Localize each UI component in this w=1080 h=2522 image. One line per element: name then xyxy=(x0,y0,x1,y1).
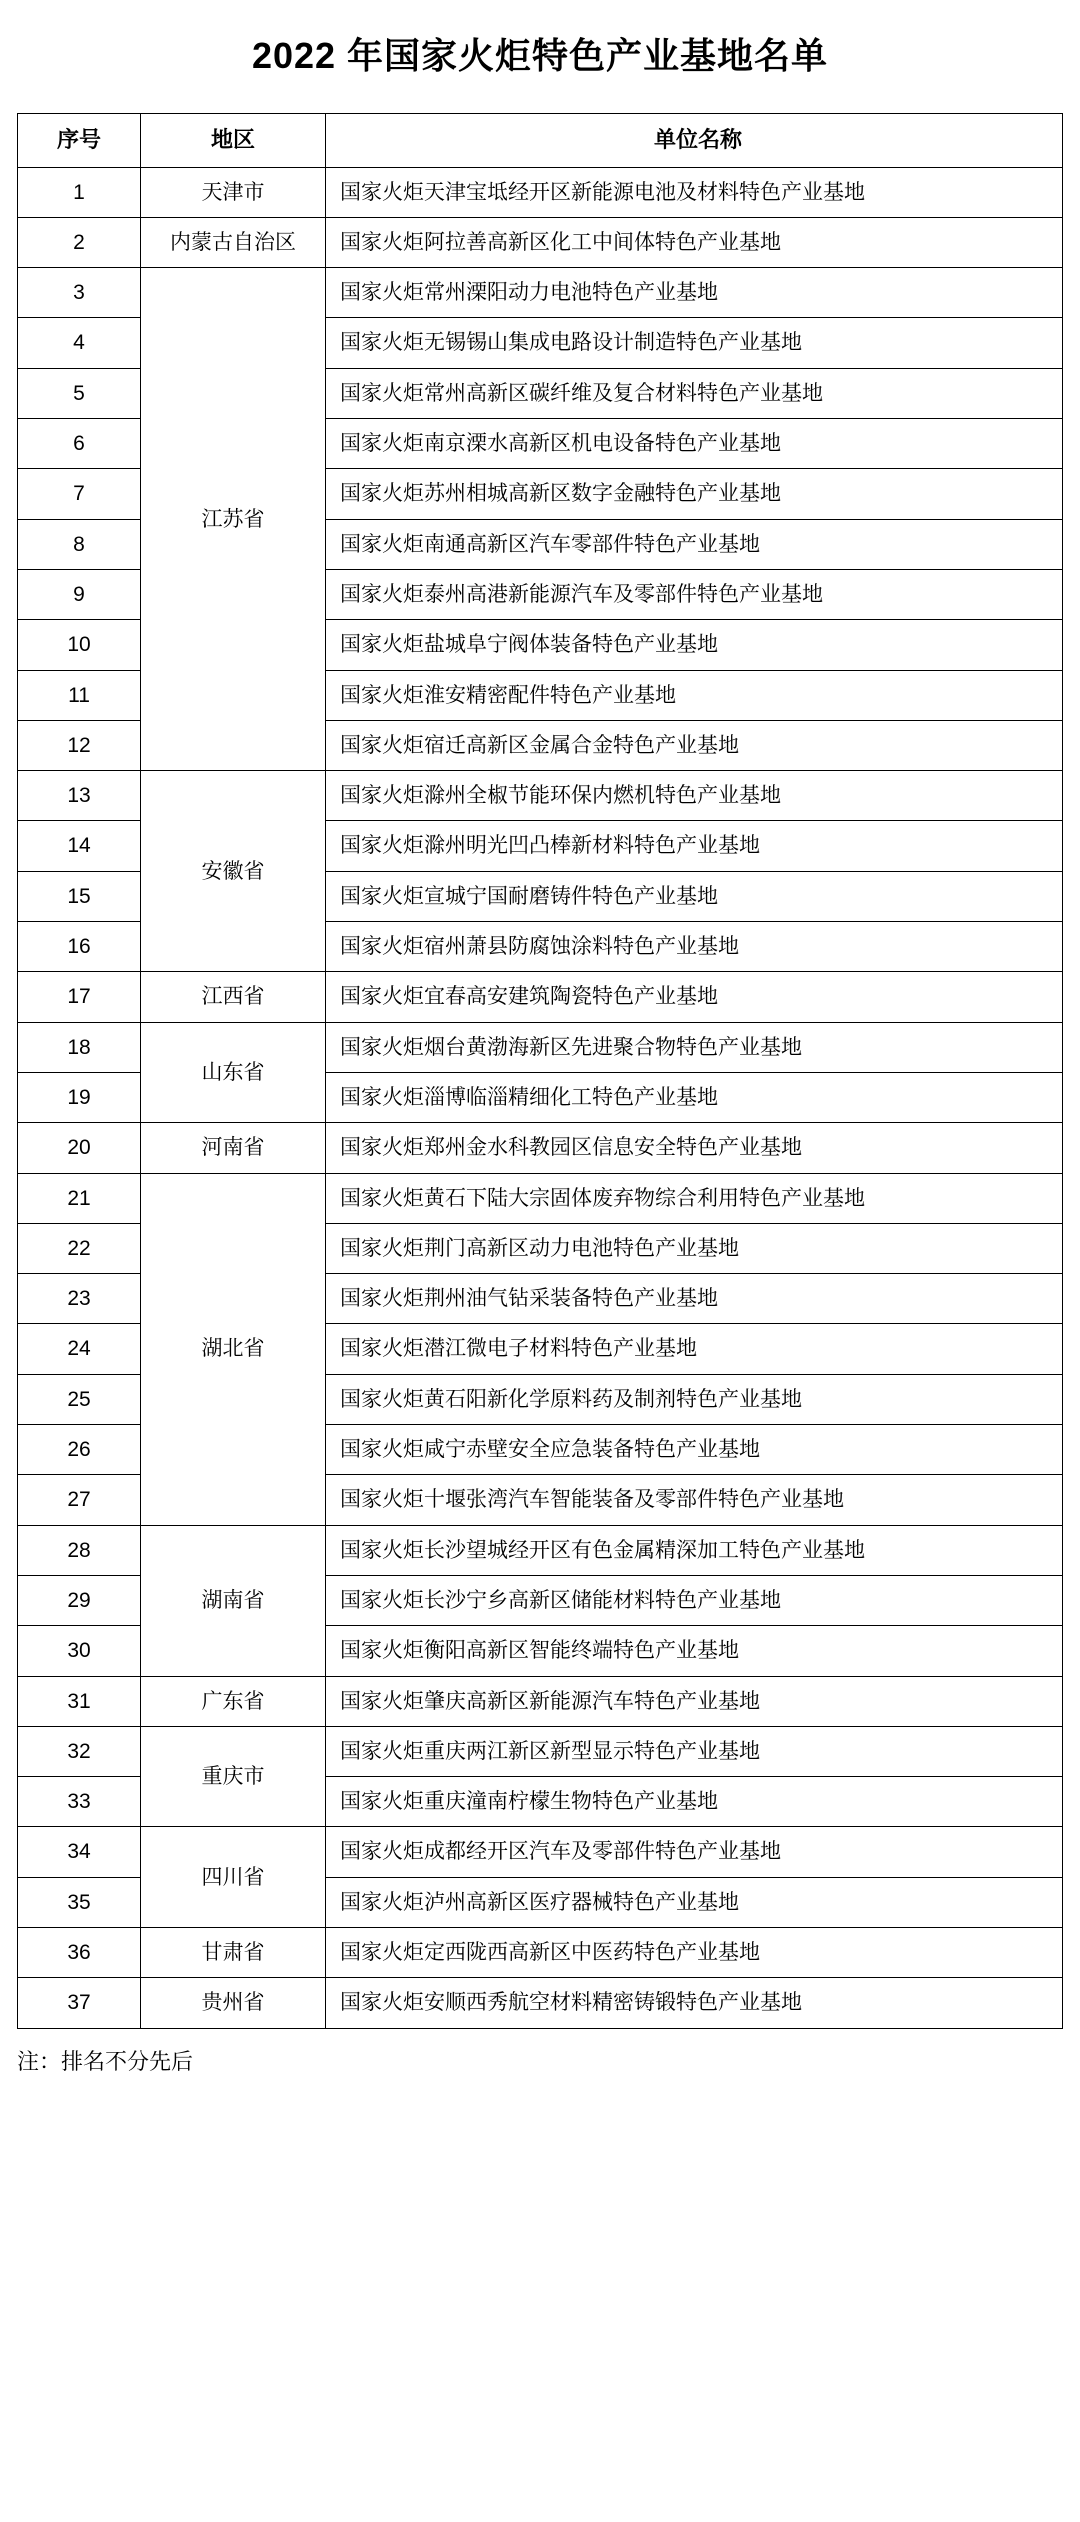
cell-unit-name: 国家火炬苏州相城高新区数字金融特色产业基地 xyxy=(326,469,1063,519)
cell-no: 35 xyxy=(18,1877,141,1927)
cell-no: 22 xyxy=(18,1223,141,1273)
cell-no: 32 xyxy=(18,1726,141,1776)
cell-unit-name: 国家火炬定西陇西高新区中医药特色产业基地 xyxy=(326,1927,1063,1977)
cell-region: 广东省 xyxy=(141,1676,326,1726)
column-header-name: 单位名称 xyxy=(326,114,1063,168)
cell-region: 山东省 xyxy=(141,1022,326,1123)
cell-no: 7 xyxy=(18,469,141,519)
cell-unit-name: 国家火炬宿迁高新区金属合金特色产业基地 xyxy=(326,720,1063,770)
cell-unit-name: 国家火炬成都经开区汽车及零部件特色产业基地 xyxy=(326,1827,1063,1877)
cell-unit-name: 国家火炬烟台黄渤海新区先进聚合物特色产业基地 xyxy=(326,1022,1063,1072)
cell-no: 10 xyxy=(18,620,141,670)
cell-no: 8 xyxy=(18,519,141,569)
cell-unit-name: 国家火炬潜江微电子材料特色产业基地 xyxy=(326,1324,1063,1374)
cell-no: 21 xyxy=(18,1173,141,1223)
cell-region: 河南省 xyxy=(141,1123,326,1173)
table-row xyxy=(18,1827,1063,1877)
cell-unit-name: 国家火炬淄博临淄精细化工特色产业基地 xyxy=(326,1072,1063,1122)
table-row xyxy=(18,1123,1063,1173)
cell-unit-name: 国家火炬长沙宁乡高新区储能材料特色产业基地 xyxy=(326,1575,1063,1625)
table-row xyxy=(18,972,1063,1022)
table-row xyxy=(18,1525,1063,1575)
cell-no: 28 xyxy=(18,1525,141,1575)
cell-unit-name: 国家火炬宿州萧县防腐蚀涂料特色产业基地 xyxy=(326,922,1063,972)
cell-unit-name: 国家火炬荆州油气钻采装备特色产业基地 xyxy=(326,1274,1063,1324)
cell-no: 20 xyxy=(18,1123,141,1173)
cell-unit-name: 国家火炬阿拉善高新区化工中间体特色产业基地 xyxy=(326,217,1063,267)
cell-no: 12 xyxy=(18,720,141,770)
cell-region: 贵州省 xyxy=(141,1978,326,2028)
cell-region: 重庆市 xyxy=(141,1726,326,1827)
table-note: 注：排名不分先后 xyxy=(17,2048,194,2074)
column-header-region: 地区 xyxy=(141,114,326,168)
cell-unit-name: 国家火炬无锡锡山集成电路设计制造特色产业基地 xyxy=(326,318,1063,368)
page-title: 2022 年国家火炬特色产业基地名单 xyxy=(251,35,829,76)
cell-no: 19 xyxy=(18,1072,141,1122)
cell-no: 29 xyxy=(18,1575,141,1625)
table-header-row xyxy=(18,114,1063,168)
cell-no: 37 xyxy=(18,1978,141,2028)
cell-no: 2 xyxy=(18,217,141,267)
cell-unit-name: 国家火炬咸宁赤壁安全应急装备特色产业基地 xyxy=(326,1425,1063,1475)
cell-unit-name: 国家火炬淮安精密配件特色产业基地 xyxy=(326,670,1063,720)
cell-unit-name: 国家火炬泸州高新区医疗器械特色产业基地 xyxy=(326,1877,1063,1927)
table-row xyxy=(18,1978,1063,2028)
cell-no: 1 xyxy=(18,167,141,217)
cell-region: 江西省 xyxy=(141,972,326,1022)
table-row xyxy=(18,217,1063,267)
cell-no: 23 xyxy=(18,1274,141,1324)
cell-no: 6 xyxy=(18,419,141,469)
cell-unit-name: 国家火炬荆门高新区动力电池特色产业基地 xyxy=(326,1223,1063,1273)
cell-unit-name: 国家火炬南通高新区汽车零部件特色产业基地 xyxy=(326,519,1063,569)
cell-unit-name: 国家火炬黄石阳新化学原料药及制剂特色产业基地 xyxy=(326,1374,1063,1424)
cell-region: 湖南省 xyxy=(141,1525,326,1676)
table-body xyxy=(18,167,1063,2028)
cell-region: 天津市 xyxy=(141,167,326,217)
cell-no: 26 xyxy=(18,1425,141,1475)
cell-unit-name: 国家火炬黄石下陆大宗固体废弃物综合利用特色产业基地 xyxy=(326,1173,1063,1223)
cell-unit-name: 国家火炬盐城阜宁阀体装备特色产业基地 xyxy=(326,620,1063,670)
cell-unit-name: 国家火炬常州溧阳动力电池特色产业基地 xyxy=(326,268,1063,318)
cell-unit-name: 国家火炬郑州金水科教园区信息安全特色产业基地 xyxy=(326,1123,1063,1173)
industrial-base-list-table xyxy=(17,113,1063,2029)
table-row xyxy=(18,167,1063,217)
cell-no: 3 xyxy=(18,268,141,318)
cell-no: 4 xyxy=(18,318,141,368)
cell-no: 15 xyxy=(18,871,141,921)
cell-no: 25 xyxy=(18,1374,141,1424)
cell-region: 四川省 xyxy=(141,1827,326,1928)
cell-unit-name: 国家火炬泰州高港新能源汽车及零部件特色产业基地 xyxy=(326,569,1063,619)
cell-no: 16 xyxy=(18,922,141,972)
cell-no: 34 xyxy=(18,1827,141,1877)
table-row xyxy=(18,771,1063,821)
cell-no: 36 xyxy=(18,1927,141,1977)
cell-unit-name: 国家火炬十堰张湾汽车智能装备及零部件特色产业基地 xyxy=(326,1475,1063,1525)
cell-unit-name: 国家火炬滁州明光凹凸棒新材料特色产业基地 xyxy=(326,821,1063,871)
table-header xyxy=(18,114,1063,168)
cell-region: 湖北省 xyxy=(141,1173,326,1525)
cell-unit-name: 国家火炬长沙望城经开区有色金属精深加工特色产业基地 xyxy=(326,1525,1063,1575)
cell-unit-name: 国家火炬重庆潼南柠檬生物特色产业基地 xyxy=(326,1777,1063,1827)
cell-unit-name: 国家火炬安顺西秀航空材料精密铸锻特色产业基地 xyxy=(326,1978,1063,2028)
cell-no: 5 xyxy=(18,368,141,418)
cell-unit-name: 国家火炬滁州全椒节能环保内燃机特色产业基地 xyxy=(326,771,1063,821)
cell-unit-name: 国家火炬衡阳高新区智能终端特色产业基地 xyxy=(326,1626,1063,1676)
cell-unit-name: 国家火炬宣城宁国耐磨铸件特色产业基地 xyxy=(326,871,1063,921)
table-row xyxy=(18,1022,1063,1072)
cell-no: 30 xyxy=(18,1626,141,1676)
table-row xyxy=(18,1676,1063,1726)
cell-region: 江苏省 xyxy=(141,268,326,771)
table-row xyxy=(18,1726,1063,1776)
cell-unit-name: 国家火炬常州高新区碳纤维及复合材料特色产业基地 xyxy=(326,368,1063,418)
table-row xyxy=(18,268,1063,318)
cell-no: 9 xyxy=(18,569,141,619)
cell-unit-name: 国家火炬肇庆高新区新能源汽车特色产业基地 xyxy=(326,1676,1063,1726)
cell-no: 11 xyxy=(18,670,141,720)
cell-no: 13 xyxy=(18,771,141,821)
cell-no: 31 xyxy=(18,1676,141,1726)
cell-unit-name: 国家火炬南京溧水高新区机电设备特色产业基地 xyxy=(326,419,1063,469)
cell-unit-name: 国家火炬重庆两江新区新型显示特色产业基地 xyxy=(326,1726,1063,1776)
cell-region: 甘肃省 xyxy=(141,1927,326,1977)
cell-no: 17 xyxy=(18,972,141,1022)
cell-unit-name: 国家火炬天津宝坻经开区新能源电池及材料特色产业基地 xyxy=(326,167,1063,217)
cell-no: 14 xyxy=(18,821,141,871)
cell-unit-name: 国家火炬宜春高安建筑陶瓷特色产业基地 xyxy=(326,972,1063,1022)
table-row xyxy=(18,1927,1063,1977)
column-header-no: 序号 xyxy=(18,114,141,168)
table-row xyxy=(18,1173,1063,1223)
cell-no: 18 xyxy=(18,1022,141,1072)
cell-no: 27 xyxy=(18,1475,141,1525)
cell-region: 安徽省 xyxy=(141,771,326,972)
cell-region: 内蒙古自治区 xyxy=(141,217,326,267)
cell-no: 24 xyxy=(18,1324,141,1374)
cell-no: 33 xyxy=(18,1777,141,1827)
